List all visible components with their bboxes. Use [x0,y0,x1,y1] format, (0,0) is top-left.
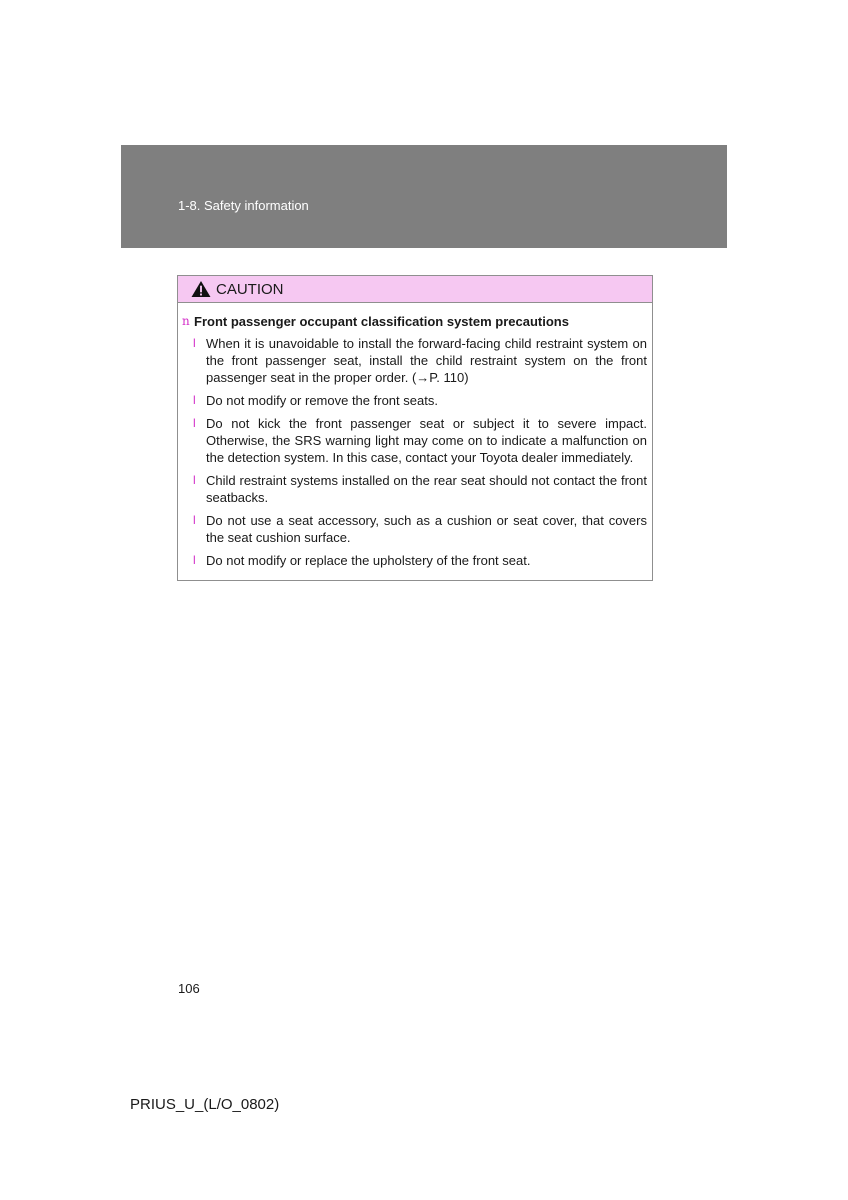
list-item [182,335,647,386]
precaution-list [182,335,647,569]
list-item [182,392,647,409]
bullet-marker: l [193,513,196,527]
bullet-marker: l [193,336,196,350]
caution-header [178,276,652,303]
list-item [182,512,647,546]
list-item [182,472,647,506]
list-item [182,552,647,569]
list-item-text: Child restraint systems installed on the rear seat should not contact the front seatbacks. [206,473,647,505]
bullet-marker: l [193,393,196,407]
list-item-text: Do not kick the front passenger seat or subject it to severe impact. Otherwise, the SRS warning light may come on to indicate a malfunction on the detection system. In this case, contact your Toyota dealer immediately. [206,416,647,465]
precaution-heading-text: Front passenger occupant classification system precautions [194,314,569,329]
caution-label: CAUTION [216,280,284,298]
bullet-marker: l [193,473,196,487]
precaution-heading [182,313,647,330]
list-item-text: Do not modify or replace the upholstery of the front seat. [206,553,531,568]
page-number: 106 [178,981,200,996]
section-title: 1-8. Safety information [178,198,309,213]
bullet-marker: l [193,553,196,567]
caution-box [177,275,653,581]
list-item [182,415,647,466]
list-item-text: When it is unavoidable to install the forward-facing child restraint system on the front passenger seat, install the child restraint system on the front passenger seat in the proper order. (→P. 110) [206,336,647,385]
heading-marker: n [182,314,190,328]
warning-triangle-icon [190,280,212,298]
list-item-text: Do not use a seat accessory, such as a cushion or seat cover, that covers the seat cushion surface. [206,513,647,545]
section-header-band [121,145,727,248]
footer-document-code: PRIUS_U_(L/O_0802) [130,1096,280,1113]
caution-body [178,303,652,569]
bullet-marker: l [193,416,196,430]
list-item-text: Do not modify or remove the front seats. [206,393,438,408]
